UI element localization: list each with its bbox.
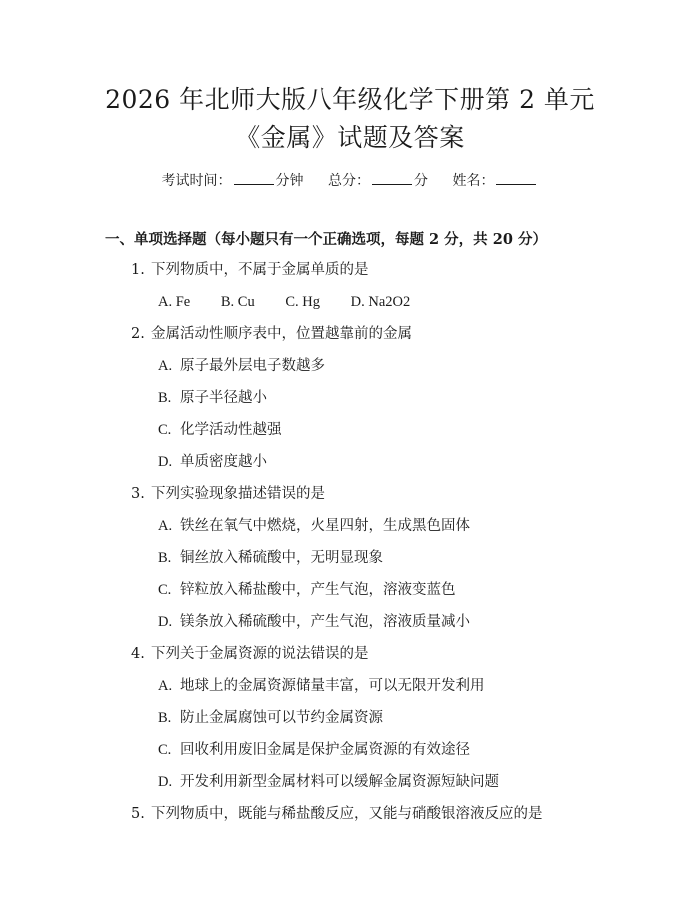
option-letter: C. <box>285 294 299 310</box>
option-b <box>158 548 383 568</box>
option-text: 镁条放入稀硫酸中，产生气泡，溶液质量减小 <box>180 614 470 630</box>
time-blank[interactable] <box>234 170 274 185</box>
question-number: 1. <box>131 262 145 278</box>
option-b <box>158 388 267 408</box>
option-c <box>158 580 456 600</box>
question-number: 2. <box>131 326 145 342</box>
option-d <box>158 452 267 472</box>
option-letter: D. <box>350 294 365 310</box>
option-text: 原子最外层电子数越多 <box>180 358 325 374</box>
question-3 <box>131 484 325 504</box>
option-text: 回收利用废旧金属是保护金属资源的有效途径 <box>180 742 470 758</box>
option-a <box>158 292 190 312</box>
option-text: 地球上的金属资源储量丰富，可以无限开发利用 <box>180 678 485 694</box>
option-c <box>158 740 470 760</box>
option-text: 开发利用新型金属材料可以缓解金属资源短缺问题 <box>180 774 499 790</box>
option-d <box>158 612 470 632</box>
question-text: 下列关于金属资源的说法错误的是 <box>151 646 369 662</box>
option-text: 锌粒放入稀盐酸中，产生气泡，溶液变蓝色 <box>180 582 456 598</box>
question-1-options <box>158 292 437 312</box>
score-unit: 分 <box>414 173 428 189</box>
option-text: 铜丝放入稀硫酸中，无明显现象 <box>180 550 383 566</box>
option-letter: D. <box>158 454 173 470</box>
question-text: 下列物质中，既能与稀盐酸反应，又能与硝酸银溶液反应的是 <box>151 806 543 822</box>
option-letter: A. <box>158 358 173 374</box>
question-text: 金属活动性顺序表中，位置越靠前的金属 <box>151 326 412 342</box>
option-letter: C. <box>158 422 172 438</box>
option-letter: D. <box>158 774 173 790</box>
option-text: 单质密度越小 <box>180 454 267 470</box>
question-4 <box>131 644 369 664</box>
option-text: 化学活动性越强 <box>180 422 282 438</box>
option-text: Cu <box>237 294 255 310</box>
option-a <box>158 356 325 376</box>
option-letter: B. <box>158 390 172 406</box>
option-letter: C. <box>158 582 172 598</box>
name-label: 姓名： <box>452 173 495 189</box>
option-letter: A. <box>158 294 173 310</box>
name-blank[interactable] <box>496 170 536 185</box>
exam-meta <box>0 170 700 191</box>
option-a <box>158 516 470 536</box>
option-letter: B. <box>220 294 235 310</box>
question-5 <box>131 804 543 824</box>
question-text: 下列实验现象描述错误的是 <box>151 486 325 502</box>
option-letter: B. <box>158 710 172 726</box>
score-blank[interactable] <box>372 170 412 185</box>
option-text: Na2O2 <box>368 294 411 310</box>
exam-title-line2: 《金属》试题及答案 <box>235 123 465 152</box>
question-1 <box>131 260 369 280</box>
score-field <box>328 170 428 191</box>
name-field <box>452 170 538 191</box>
option-letter: B. <box>158 550 172 566</box>
exam-title-line1: 2026 年北师大版八年级化学下册第 2 单元 <box>105 85 595 114</box>
time-label: 考试时间： <box>161 173 232 189</box>
question-number: 5. <box>131 806 145 822</box>
option-text: 铁丝在氧气中燃烧，火星四射，生成黑色固体 <box>180 518 470 534</box>
option-text: Hg <box>302 294 320 310</box>
option-c <box>158 420 282 440</box>
time-field <box>162 170 304 191</box>
option-text: Fe <box>175 294 191 310</box>
option-a <box>158 676 485 696</box>
option-letter: A. <box>158 518 173 534</box>
option-letter: C. <box>158 742 172 758</box>
option-c <box>285 292 320 312</box>
question-number: 3. <box>131 486 145 502</box>
question-text: 下列物质中，不属于金属单质的是 <box>151 262 369 278</box>
score-label: 总分： <box>328 173 370 189</box>
option-d <box>158 772 499 792</box>
option-letter: D. <box>158 614 173 630</box>
option-d <box>351 292 411 312</box>
time-unit: 分钟 <box>275 173 304 189</box>
option-letter: A. <box>158 678 173 694</box>
option-b <box>158 708 383 728</box>
option-text: 原子半径越小 <box>180 390 267 406</box>
question-2 <box>131 324 412 344</box>
question-number: 4. <box>131 646 145 662</box>
option-text: 防止金属腐蚀可以节约金属资源 <box>180 710 383 726</box>
option-b <box>221 292 255 312</box>
section-heading: 一、单项选择题（每小题只有一个正确选项，每题 2 分，共 20 分） <box>105 231 547 248</box>
